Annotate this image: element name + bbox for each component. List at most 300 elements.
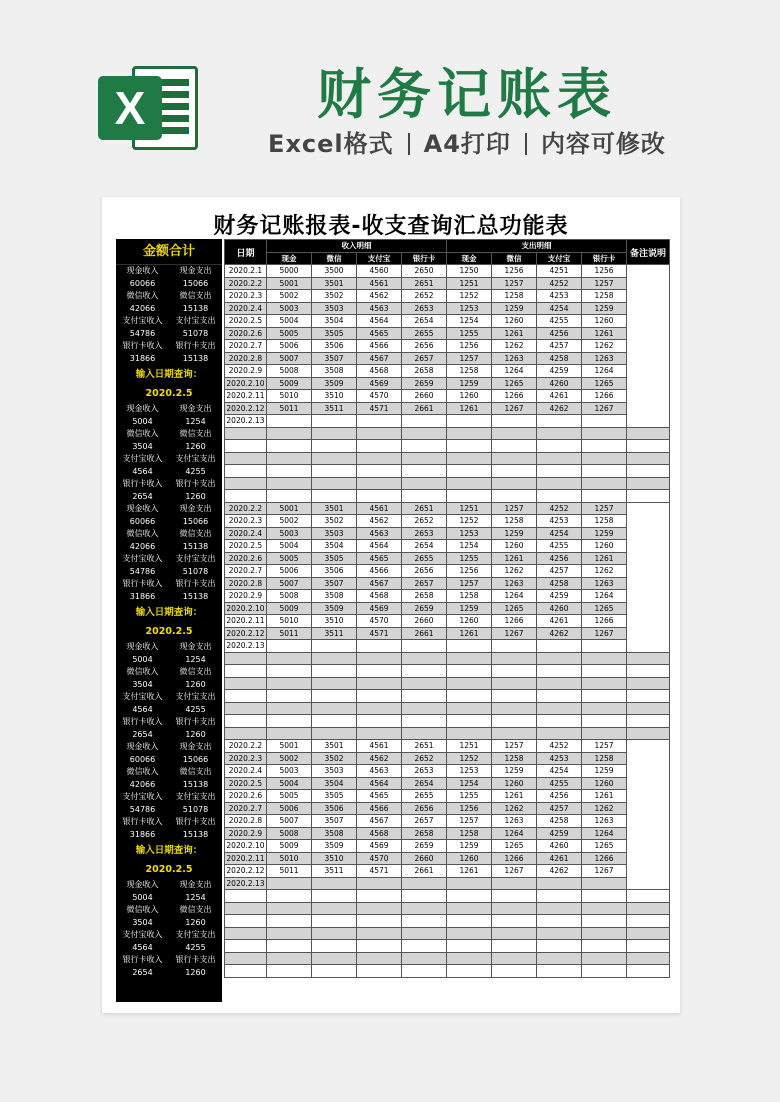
table-cell[interactable]: 1265: [582, 840, 627, 853]
table-cell[interactable]: 5006: [267, 565, 312, 578]
empty-cell[interactable]: [312, 652, 357, 665]
empty-cell[interactable]: [312, 665, 357, 678]
table-cell[interactable]: 1260: [582, 777, 627, 790]
table-cell[interactable]: [267, 640, 312, 653]
empty-cell[interactable]: [537, 940, 582, 953]
table-cell[interactable]: [312, 877, 357, 890]
query-date-input[interactable]: 2020.2.5: [145, 864, 193, 875]
table-cell[interactable]: 4567: [357, 577, 402, 590]
table-cell[interactable]: 5010: [267, 852, 312, 865]
table-cell[interactable]: 1265: [582, 377, 627, 390]
table-cell[interactable]: 2656: [402, 565, 447, 578]
table-cell[interactable]: 5009: [267, 840, 312, 853]
table-cell[interactable]: [447, 415, 492, 428]
table-cell[interactable]: 2660: [402, 615, 447, 628]
table-cell[interactable]: 3505: [312, 790, 357, 803]
empty-cell[interactable]: [537, 915, 582, 928]
table-cell[interactable]: 2660: [402, 390, 447, 403]
table-cell[interactable]: 4262: [537, 627, 582, 640]
table-cell[interactable]: 2652: [402, 515, 447, 528]
empty-cell[interactable]: [357, 690, 402, 703]
table-cell[interactable]: 2020.2.4: [225, 302, 267, 315]
empty-cell[interactable]: [267, 715, 312, 728]
table-cell[interactable]: 3509: [312, 840, 357, 853]
table-cell[interactable]: 3511: [312, 402, 357, 415]
table-cell[interactable]: 4570: [357, 390, 402, 403]
table-cell[interactable]: 2020.2.6: [225, 552, 267, 565]
table-cell[interactable]: 4254: [537, 527, 582, 540]
empty-cell[interactable]: [312, 452, 357, 465]
empty-cell[interactable]: [267, 915, 312, 928]
table-cell[interactable]: 5000: [267, 265, 312, 278]
table-cell[interactable]: 1263: [492, 352, 537, 365]
empty-cell[interactable]: [267, 952, 312, 965]
empty-cell[interactable]: [492, 940, 537, 953]
table-cell[interactable]: 1258: [447, 590, 492, 603]
table-cell[interactable]: 2652: [402, 752, 447, 765]
table-cell[interactable]: 2020.2.12: [226, 628, 265, 638]
table-cell[interactable]: 2020.2.11: [226, 853, 265, 863]
table-cell[interactable]: 3508: [312, 365, 357, 378]
table-cell[interactable]: 2020.2.8: [225, 815, 267, 828]
note-cell[interactable]: [627, 740, 670, 890]
empty-cell[interactable]: [447, 465, 492, 478]
table-cell[interactable]: 2651: [402, 277, 447, 290]
empty-cell[interactable]: [627, 915, 670, 928]
empty-cell[interactable]: [357, 652, 402, 665]
empty-cell[interactable]: [492, 477, 537, 490]
table-cell[interactable]: 5003: [267, 765, 312, 778]
empty-cell[interactable]: [447, 890, 492, 903]
table-cell[interactable]: 1260: [492, 540, 537, 553]
empty-cell[interactable]: [627, 965, 670, 978]
table-cell[interactable]: 1266: [492, 615, 537, 628]
empty-cell[interactable]: [492, 890, 537, 903]
table-cell[interactable]: 1261: [492, 327, 537, 340]
table-cell[interactable]: 3507: [312, 815, 357, 828]
table-cell[interactable]: 1258: [582, 290, 627, 303]
empty-cell[interactable]: [357, 665, 402, 678]
table-cell[interactable]: 5002: [267, 290, 312, 303]
table-cell[interactable]: 1253: [447, 527, 492, 540]
table-cell[interactable]: 2659: [402, 377, 447, 390]
table-cell[interactable]: 2658: [402, 827, 447, 840]
empty-cell[interactable]: [537, 927, 582, 940]
empty-cell[interactable]: [267, 427, 312, 440]
table-cell[interactable]: 4569: [357, 377, 402, 390]
table-cell[interactable]: 1260: [492, 315, 537, 328]
table-cell[interactable]: 1264: [492, 590, 537, 603]
table-cell[interactable]: 1251: [447, 277, 492, 290]
table-cell[interactable]: 4564: [357, 777, 402, 790]
empty-cell[interactable]: [357, 715, 402, 728]
table-cell[interactable]: 3503: [312, 765, 357, 778]
table-cell[interactable]: 1261: [447, 865, 492, 878]
table-cell[interactable]: 4570: [357, 615, 402, 628]
table-cell[interactable]: 1267: [582, 627, 627, 640]
empty-cell[interactable]: [267, 702, 312, 715]
table-cell[interactable]: [537, 877, 582, 890]
table-cell[interactable]: 4260: [537, 840, 582, 853]
table-cell[interactable]: 1262: [582, 340, 627, 353]
table-cell[interactable]: 2661: [402, 865, 447, 878]
table-cell[interactable]: 4566: [357, 802, 402, 815]
table-cell[interactable]: 2020.2.12: [226, 866, 265, 876]
table-cell[interactable]: [312, 415, 357, 428]
table-cell[interactable]: 3507: [312, 352, 357, 365]
empty-cell[interactable]: [225, 652, 267, 665]
table-cell[interactable]: 3503: [312, 527, 357, 540]
table-cell[interactable]: [447, 877, 492, 890]
table-cell[interactable]: 5009: [267, 377, 312, 390]
table-cell[interactable]: 2020.2.13: [226, 641, 265, 651]
empty-cell[interactable]: [627, 902, 670, 915]
table-cell[interactable]: 5008: [267, 827, 312, 840]
table-cell[interactable]: 1265: [492, 840, 537, 853]
empty-cell[interactable]: [225, 477, 267, 490]
empty-cell[interactable]: [402, 940, 447, 953]
table-cell[interactable]: 4257: [537, 340, 582, 353]
table-cell[interactable]: 4561: [357, 277, 402, 290]
empty-cell[interactable]: [537, 890, 582, 903]
empty-cell[interactable]: [492, 702, 537, 715]
empty-cell[interactable]: [402, 652, 447, 665]
table-cell[interactable]: 4564: [357, 315, 402, 328]
table-cell[interactable]: 2020.2.11: [226, 616, 265, 626]
empty-cell[interactable]: [627, 952, 670, 965]
table-cell[interactable]: 5003: [267, 527, 312, 540]
table-cell[interactable]: 2020.2.8: [225, 352, 267, 365]
empty-cell[interactable]: [537, 665, 582, 678]
table-cell[interactable]: 1257: [492, 277, 537, 290]
table-cell[interactable]: 4566: [357, 340, 402, 353]
table-cell[interactable]: 2020.2.13: [226, 416, 265, 426]
empty-cell[interactable]: [402, 690, 447, 703]
empty-cell[interactable]: [537, 727, 582, 740]
table-cell[interactable]: 1260: [582, 540, 627, 553]
table-cell[interactable]: 2658: [402, 590, 447, 603]
table-cell[interactable]: 4570: [357, 852, 402, 865]
empty-cell[interactable]: [537, 677, 582, 690]
table-cell[interactable]: 3510: [312, 390, 357, 403]
table-cell[interactable]: 2020.2.7: [225, 802, 267, 815]
empty-cell[interactable]: [402, 665, 447, 678]
empty-cell[interactable]: [627, 940, 670, 953]
table-cell[interactable]: 4569: [357, 602, 402, 615]
table-cell[interactable]: 2020.2.2: [225, 740, 267, 753]
table-cell[interactable]: 2020.2.3: [225, 752, 267, 765]
empty-cell[interactable]: [357, 965, 402, 978]
table-cell[interactable]: 1260: [447, 390, 492, 403]
table-cell[interactable]: 4566: [357, 565, 402, 578]
table-cell[interactable]: 1256: [492, 265, 537, 278]
empty-cell[interactable]: [627, 890, 670, 903]
table-cell[interactable]: 2020.2.10: [226, 603, 265, 613]
table-cell[interactable]: 1265: [492, 602, 537, 615]
empty-cell[interactable]: [267, 690, 312, 703]
table-cell[interactable]: 2658: [402, 365, 447, 378]
table-cell[interactable]: 1265: [582, 602, 627, 615]
table-cell[interactable]: [402, 415, 447, 428]
empty-cell[interactable]: [267, 890, 312, 903]
table-cell[interactable]: 4561: [357, 740, 402, 753]
empty-cell[interactable]: [627, 465, 670, 478]
table-cell[interactable]: 4567: [357, 352, 402, 365]
table-cell[interactable]: 1250: [447, 265, 492, 278]
empty-cell[interactable]: [537, 715, 582, 728]
table-cell[interactable]: 1260: [447, 852, 492, 865]
empty-cell[interactable]: [582, 452, 627, 465]
table-cell[interactable]: 1261: [447, 627, 492, 640]
table-cell[interactable]: 1261: [492, 552, 537, 565]
empty-cell[interactable]: [447, 690, 492, 703]
empty-cell[interactable]: [225, 952, 267, 965]
empty-cell[interactable]: [537, 902, 582, 915]
empty-cell[interactable]: [582, 927, 627, 940]
empty-cell[interactable]: [312, 965, 357, 978]
empty-cell[interactable]: [225, 490, 267, 503]
table-cell[interactable]: [492, 415, 537, 428]
table-cell[interactable]: 1257: [447, 352, 492, 365]
empty-cell[interactable]: [447, 915, 492, 928]
empty-cell[interactable]: [312, 927, 357, 940]
empty-cell[interactable]: [225, 690, 267, 703]
table-cell[interactable]: 5008: [267, 365, 312, 378]
table-cell[interactable]: 5004: [267, 777, 312, 790]
empty-cell[interactable]: [267, 677, 312, 690]
table-cell[interactable]: 5005: [267, 790, 312, 803]
empty-cell[interactable]: [312, 427, 357, 440]
table-cell[interactable]: 2654: [402, 777, 447, 790]
table-cell[interactable]: 1267: [492, 627, 537, 640]
empty-cell[interactable]: [627, 652, 670, 665]
empty-cell[interactable]: [225, 440, 267, 453]
empty-cell[interactable]: [492, 927, 537, 940]
empty-cell[interactable]: [402, 702, 447, 715]
empty-cell[interactable]: [357, 915, 402, 928]
empty-cell[interactable]: [627, 477, 670, 490]
table-cell[interactable]: 2020.2.10: [226, 378, 265, 388]
table-cell[interactable]: 1267: [582, 865, 627, 878]
empty-cell[interactable]: [312, 477, 357, 490]
table-cell[interactable]: 1256: [447, 340, 492, 353]
empty-cell[interactable]: [537, 652, 582, 665]
empty-cell[interactable]: [267, 477, 312, 490]
empty-cell[interactable]: [267, 652, 312, 665]
table-cell[interactable]: 3509: [312, 602, 357, 615]
empty-cell[interactable]: [492, 727, 537, 740]
table-cell[interactable]: 2020.2.9: [225, 365, 267, 378]
table-cell[interactable]: 4254: [537, 765, 582, 778]
table-cell[interactable]: [402, 640, 447, 653]
table-cell[interactable]: 3508: [312, 590, 357, 603]
table-cell[interactable]: 2020.2.2: [225, 502, 267, 515]
table-cell[interactable]: 3511: [312, 627, 357, 640]
empty-cell[interactable]: [402, 715, 447, 728]
table-cell[interactable]: 4563: [357, 302, 402, 315]
table-cell[interactable]: 1263: [582, 577, 627, 590]
table-cell[interactable]: 4257: [537, 565, 582, 578]
table-cell[interactable]: 1257: [447, 577, 492, 590]
empty-cell[interactable]: [357, 427, 402, 440]
empty-cell[interactable]: [492, 677, 537, 690]
table-cell[interactable]: 4253: [537, 752, 582, 765]
empty-cell[interactable]: [225, 427, 267, 440]
table-cell[interactable]: 4563: [357, 527, 402, 540]
empty-cell[interactable]: [357, 902, 402, 915]
table-cell[interactable]: 2657: [402, 577, 447, 590]
empty-cell[interactable]: [267, 440, 312, 453]
empty-cell[interactable]: [447, 952, 492, 965]
table-cell[interactable]: 3505: [312, 327, 357, 340]
table-cell[interactable]: [492, 640, 537, 653]
table-cell[interactable]: 2653: [402, 302, 447, 315]
empty-cell[interactable]: [267, 940, 312, 953]
table-cell[interactable]: 2661: [402, 627, 447, 640]
empty-cell[interactable]: [492, 915, 537, 928]
table-cell[interactable]: 4560: [357, 265, 402, 278]
empty-cell[interactable]: [582, 890, 627, 903]
table-cell[interactable]: 2020.2.3: [225, 515, 267, 528]
table-cell[interactable]: 2020.2.2: [225, 277, 267, 290]
empty-cell[interactable]: [627, 690, 670, 703]
table-cell[interactable]: 1255: [447, 552, 492, 565]
empty-cell[interactable]: [402, 952, 447, 965]
empty-cell[interactable]: [402, 477, 447, 490]
table-cell[interactable]: 4568: [357, 590, 402, 603]
table-cell[interactable]: 2020.2.6: [225, 790, 267, 803]
empty-cell[interactable]: [492, 440, 537, 453]
empty-cell[interactable]: [582, 702, 627, 715]
table-cell[interactable]: 3504: [312, 315, 357, 328]
table-cell[interactable]: 4254: [537, 302, 582, 315]
table-cell[interactable]: 3507: [312, 577, 357, 590]
table-cell[interactable]: 4256: [537, 790, 582, 803]
table-cell[interactable]: 1267: [582, 402, 627, 415]
table-cell[interactable]: 4571: [357, 865, 402, 878]
table-cell[interactable]: [582, 640, 627, 653]
empty-cell[interactable]: [402, 427, 447, 440]
table-cell[interactable]: 1263: [582, 815, 627, 828]
empty-cell[interactable]: [225, 927, 267, 940]
table-cell[interactable]: 5003: [267, 302, 312, 315]
table-cell[interactable]: 3502: [312, 515, 357, 528]
table-cell[interactable]: 5001: [267, 502, 312, 515]
empty-cell[interactable]: [447, 477, 492, 490]
table-cell[interactable]: 4562: [357, 290, 402, 303]
empty-cell[interactable]: [627, 927, 670, 940]
empty-cell[interactable]: [627, 715, 670, 728]
empty-cell[interactable]: [582, 677, 627, 690]
empty-cell[interactable]: [492, 652, 537, 665]
note-cell[interactable]: [627, 265, 670, 428]
empty-cell[interactable]: [267, 965, 312, 978]
table-cell[interactable]: 4261: [537, 390, 582, 403]
table-cell[interactable]: 1264: [492, 827, 537, 840]
empty-cell[interactable]: [492, 490, 537, 503]
table-cell[interactable]: 3503: [312, 302, 357, 315]
table-cell[interactable]: [447, 640, 492, 653]
empty-cell[interactable]: [225, 465, 267, 478]
table-cell[interactable]: 1258: [447, 365, 492, 378]
table-cell[interactable]: 2655: [402, 552, 447, 565]
empty-cell[interactable]: [582, 665, 627, 678]
empty-cell[interactable]: [582, 427, 627, 440]
table-cell[interactable]: 4565: [357, 552, 402, 565]
empty-cell[interactable]: [627, 452, 670, 465]
empty-cell[interactable]: [537, 690, 582, 703]
table-cell[interactable]: [267, 415, 312, 428]
table-cell[interactable]: 2020.2.12: [226, 403, 265, 413]
table-cell[interactable]: 4261: [537, 852, 582, 865]
table-cell[interactable]: 1260: [582, 315, 627, 328]
empty-cell[interactable]: [357, 727, 402, 740]
table-cell[interactable]: 2661: [402, 402, 447, 415]
table-cell[interactable]: 4571: [357, 402, 402, 415]
table-cell[interactable]: 1257: [447, 815, 492, 828]
empty-cell[interactable]: [447, 940, 492, 953]
table-cell[interactable]: 5005: [267, 552, 312, 565]
table-cell[interactable]: 1266: [492, 390, 537, 403]
table-cell[interactable]: 5002: [267, 515, 312, 528]
table-cell[interactable]: 5008: [267, 590, 312, 603]
empty-cell[interactable]: [312, 915, 357, 928]
empty-cell[interactable]: [357, 940, 402, 953]
table-cell[interactable]: 3508: [312, 827, 357, 840]
empty-cell[interactable]: [537, 490, 582, 503]
table-cell[interactable]: 4253: [537, 290, 582, 303]
empty-cell[interactable]: [492, 452, 537, 465]
empty-cell[interactable]: [312, 890, 357, 903]
empty-cell[interactable]: [312, 677, 357, 690]
table-cell[interactable]: 2660: [402, 852, 447, 865]
empty-cell[interactable]: [537, 427, 582, 440]
table-cell[interactable]: 2650: [402, 265, 447, 278]
table-cell[interactable]: 1266: [582, 852, 627, 865]
empty-cell[interactable]: [267, 665, 312, 678]
table-cell[interactable]: 4252: [537, 740, 582, 753]
empty-cell[interactable]: [492, 427, 537, 440]
empty-cell[interactable]: [267, 902, 312, 915]
empty-cell[interactable]: [225, 677, 267, 690]
table-cell[interactable]: 4262: [537, 402, 582, 415]
table-cell[interactable]: [357, 640, 402, 653]
table-cell[interactable]: 4562: [357, 752, 402, 765]
empty-cell[interactable]: [582, 715, 627, 728]
table-cell[interactable]: 2020.2.11: [226, 391, 265, 401]
table-cell[interactable]: 1253: [447, 765, 492, 778]
table-cell[interactable]: 2657: [402, 352, 447, 365]
empty-cell[interactable]: [312, 490, 357, 503]
table-cell[interactable]: 2020.2.4: [225, 527, 267, 540]
table-cell[interactable]: 2020.2.5: [225, 540, 267, 553]
empty-cell[interactable]: [627, 702, 670, 715]
empty-cell[interactable]: [225, 665, 267, 678]
table-cell[interactable]: 1267: [492, 865, 537, 878]
table-cell[interactable]: 4565: [357, 790, 402, 803]
table-cell[interactable]: 1262: [582, 802, 627, 815]
table-cell[interactable]: 4262: [537, 865, 582, 878]
table-cell[interactable]: 3510: [312, 852, 357, 865]
table-cell[interactable]: [357, 877, 402, 890]
empty-cell[interactable]: [225, 727, 267, 740]
table-cell[interactable]: 3501: [312, 502, 357, 515]
table-cell[interactable]: 3502: [312, 752, 357, 765]
table-cell[interactable]: 1255: [447, 327, 492, 340]
empty-cell[interactable]: [537, 965, 582, 978]
table-cell[interactable]: 4565: [357, 327, 402, 340]
table-cell[interactable]: 1261: [447, 402, 492, 415]
